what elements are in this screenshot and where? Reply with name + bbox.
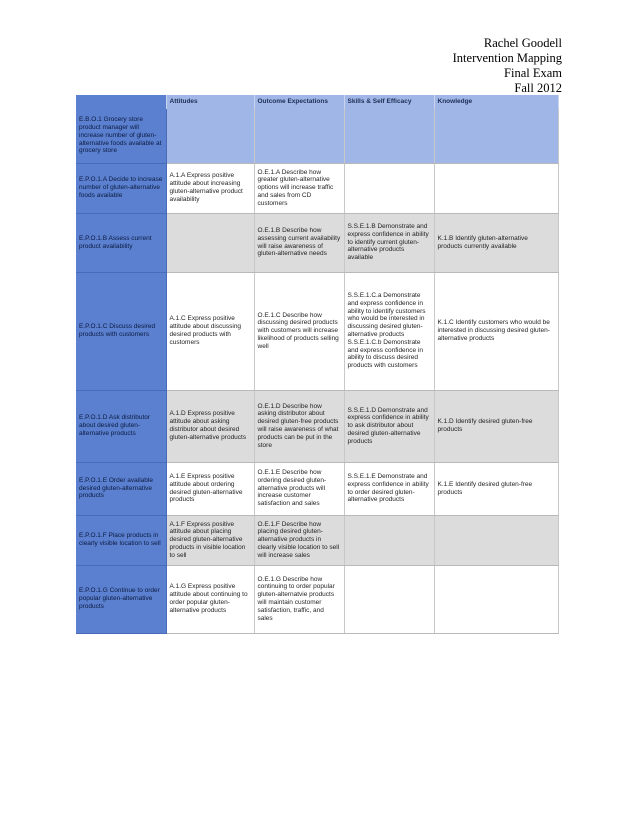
table-row xyxy=(76,163,558,213)
skills-cell xyxy=(344,109,434,163)
objective-cell: E.B.O.1 Grocery store product manager will increase number of gluten-alternative foods available at grocery store xyxy=(76,109,166,163)
objective-cell: E.P.O.1.A Decide to increase number of gluten-alternative foods available xyxy=(76,163,166,213)
outcome-cell: O.E.1.F Describe how placing desired gluten-alternative products in clearly visible location to sell will increase sales xyxy=(254,515,344,565)
skills-cell: S.S.E.1.D Demonstrate and express confidence in ability to ask distributor about desired gluten-alternative products xyxy=(344,390,434,462)
table-row xyxy=(76,213,558,272)
outcome-cell: O.E.1.E Describe how ordering desired gluten-alternative products will increase customer satisfaction and sales xyxy=(254,462,344,515)
objective-cell: E.P.O.1.D Ask distributor about desired gluten-alternative products xyxy=(76,390,166,462)
attitudes-cell xyxy=(166,109,254,163)
objective-cell: E.P.O.1.G Continue to order popular gluten-alternative products xyxy=(76,565,166,633)
column-header-knowledge: Knowledge xyxy=(434,95,558,109)
knowledge-cell: K.1.E Identify desired gluten-free products xyxy=(434,462,558,515)
skills-cell: S.S.E.1.E Demonstrate and express confidence in ability to order desired gluten-alternative products xyxy=(344,462,434,515)
knowledge-cell xyxy=(434,109,558,163)
table-row xyxy=(76,515,558,565)
knowledge-cell: K.1.C Identify customers who would be interested in discussing desired gluten-alternative products xyxy=(434,272,558,390)
course-name: Intervention Mapping xyxy=(452,51,562,65)
objective-cell: E.P.O.1.E Order available desired gluten-alternative products xyxy=(76,462,166,515)
document-header xyxy=(453,36,562,96)
column-header-outcome-expectations: Outcome Expectations xyxy=(254,95,344,109)
outcome-cell: O.E.1.A Describe how greater gluten-alternative options will increase traffic and sales from CD customers xyxy=(254,163,344,213)
knowledge-cell xyxy=(434,515,558,565)
attitudes-cell: A.1.E Express positive attitude about ordering desired gluten-alternative products xyxy=(166,462,254,515)
skills-cell xyxy=(344,565,434,633)
objective-cell: E.P.O.1.B Assess current product availability xyxy=(76,213,166,272)
attitudes-cell: A.1.G Express positive attitude about continuing to order popular gluten-alternative products xyxy=(166,565,254,633)
attitudes-cell xyxy=(166,213,254,272)
table-row xyxy=(76,272,558,390)
skills-cell: S.S.E.1.C.a Demonstrate and express confidence in ability to identify customers who would be interested in discussing desired gluten-alternative products S.S.E.1.C.b Demonstrate and express confidence in ability to discuss desired products with customers xyxy=(344,272,434,390)
table-row xyxy=(76,390,558,462)
objective-cell: E.P.O.1.C Discuss desired products with customers xyxy=(76,272,166,390)
author-name: Rachel Goodell xyxy=(483,36,562,50)
table-header-row xyxy=(76,95,558,109)
attitudes-cell: A.1.D Express positive attitude about asking distributor about desired gluten-alternative products xyxy=(166,390,254,462)
skills-cell xyxy=(344,515,434,565)
outcome-cell: O.E.1.B Describe how assessing current availability will raise awareness of gluten-alternative needs xyxy=(254,213,344,272)
outcome-cell: O.E.1.G Describe how continuing to order popular gluten-alternatvie products will maintain customer satisfaction, traffic, and sales xyxy=(254,565,344,633)
term-label: Fall 2012 xyxy=(514,81,562,95)
attitudes-cell: A.1.C Express positive attitude about discussing desired products with customers xyxy=(166,272,254,390)
column-header-objective xyxy=(76,95,166,109)
table-row xyxy=(76,109,558,163)
knowledge-cell xyxy=(434,163,558,213)
table-row xyxy=(76,462,558,515)
outcome-cell xyxy=(254,109,344,163)
column-header-attitudes: Attitudes xyxy=(166,95,254,109)
column-header-skills-self-efficacy: Skills & Self Efficacy xyxy=(344,95,434,109)
table-row xyxy=(76,565,558,633)
knowledge-cell: K.1.D Identify desired gluten-free products xyxy=(434,390,558,462)
attitudes-cell: A.1.A Express positive attitude about increasing gluten-alternative product availability xyxy=(166,163,254,213)
skills-cell xyxy=(344,163,434,213)
outcome-cell: O.E.1.D Describe how asking distributor about desired gluten-free products will raise awareness of what products can be put in the store xyxy=(254,390,344,462)
outcome-cell: O.E.1.C Describe how discussing desired products with customers will increase likelihood of products selling well xyxy=(254,272,344,390)
knowledge-cell xyxy=(434,565,558,633)
intervention-matrix-table xyxy=(76,95,559,634)
skills-cell: S.S.E.1.B Demonstrate and express confidence in ability to identify current gluten-alternative products available xyxy=(344,213,434,272)
knowledge-cell: K.1.B Identify gluten-alternative products currently available xyxy=(434,213,558,272)
exam-title: Final Exam xyxy=(504,66,562,80)
attitudes-cell: A.1.F Express positive attitude about placing desired gluten-alternative products in visible location to sell xyxy=(166,515,254,565)
objective-cell: E.P.O.1.F Place products in clearly visible location to sell xyxy=(76,515,166,565)
